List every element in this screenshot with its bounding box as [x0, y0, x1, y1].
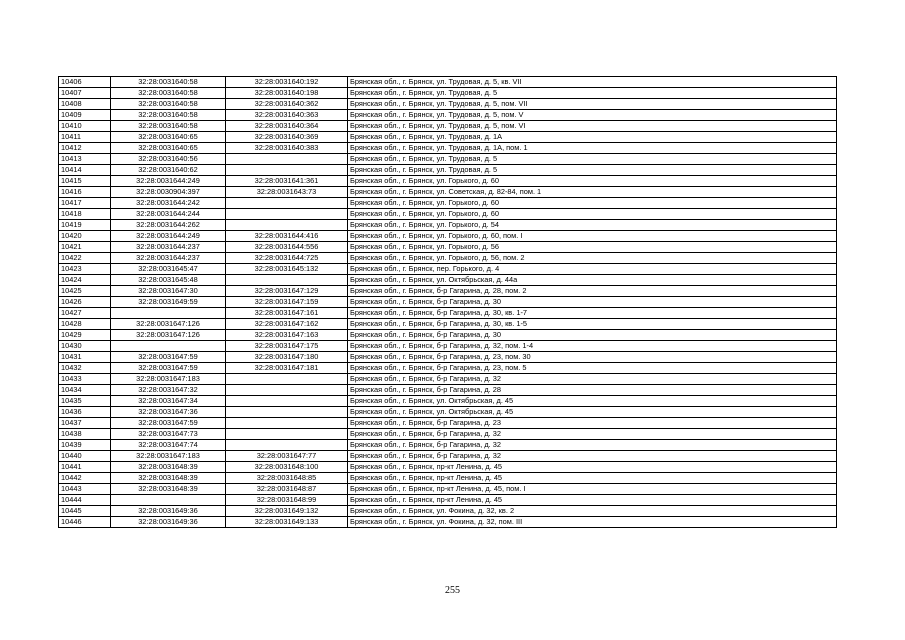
row-number-cell: 10440: [59, 451, 111, 462]
parcel-cadastral-number-cell: 32:28:0031644:262: [111, 220, 226, 231]
table-row: [59, 352, 837, 363]
row-number-cell: 10442: [59, 473, 111, 484]
address-cell: Брянская обл., г. Брянск, ул. Трудовая, д. 5: [348, 165, 837, 176]
table-row: [59, 440, 837, 451]
row-number-cell: 10413: [59, 154, 111, 165]
address-cell: Брянская обл., г. Брянск, ул. Октябрьская, д. 44а: [348, 275, 837, 286]
address-cell: Брянская обл., г. Брянск, б-р Гагарина, д. 23, пом. 30: [348, 352, 837, 363]
parcel-cadastral-number-cell: 32:28:0031640:58: [111, 121, 226, 132]
object-cadastral-number-cell: 32:28:0031644:416: [226, 231, 348, 242]
row-number-cell: 10439: [59, 440, 111, 451]
object-cadastral-number-cell: 32:28:0031649:132: [226, 506, 348, 517]
parcel-cadastral-number-cell: 32:28:0031647:32: [111, 385, 226, 396]
table-row: [59, 209, 837, 220]
table-row: [59, 88, 837, 99]
object-cadastral-number-cell: [226, 407, 348, 418]
object-cadastral-number-cell: 32:28:0031647:180: [226, 352, 348, 363]
address-cell: Брянская обл., г. Брянск, б-р Гагарина, д. 32: [348, 451, 837, 462]
row-number-cell: 10408: [59, 99, 111, 110]
object-cadastral-number-cell: 32:28:0031645:132: [226, 264, 348, 275]
object-cadastral-number-cell: 32:28:0031648:99: [226, 495, 348, 506]
table-row: [59, 242, 837, 253]
address-cell: Брянская обл., г. Брянск, б-р Гагарина, д. 28, пом. 2: [348, 286, 837, 297]
table-row: [59, 187, 837, 198]
object-cadastral-number-cell: [226, 418, 348, 429]
address-cell: Брянская обл., г. Брянск, б-р Гагарина, д. 32: [348, 429, 837, 440]
address-cell: Брянская обл., г. Брянск, ул. Трудовая, д. 1А: [348, 132, 837, 143]
object-cadastral-number-cell: 32:28:0031640:364: [226, 121, 348, 132]
object-cadastral-number-cell: 32:28:0031643:73: [226, 187, 348, 198]
table-row: [59, 374, 837, 385]
table-row: [59, 462, 837, 473]
object-cadastral-number-cell: 32:28:0031647:175: [226, 341, 348, 352]
table-row: [59, 396, 837, 407]
parcel-cadastral-number-cell: 32:28:0031644:249: [111, 231, 226, 242]
row-number-cell: 10406: [59, 77, 111, 88]
table-row: [59, 77, 837, 88]
object-cadastral-number-cell: [226, 374, 348, 385]
address-cell: Брянская обл., г. Брянск, б-р Гагарина, д. 32: [348, 374, 837, 385]
address-cell: Брянская обл., г. Брянск, ул. Трудовая, д. 5: [348, 88, 837, 99]
table-row: [59, 264, 837, 275]
object-cadastral-number-cell: 32:28:0031641:361: [226, 176, 348, 187]
address-cell: Брянская обл., г. Брянск, ул. Трудовая, д. 5, пом. VII: [348, 99, 837, 110]
object-cadastral-number-cell: 32:28:0031647:163: [226, 330, 348, 341]
parcel-cadastral-number-cell: 32:28:0031644:249: [111, 176, 226, 187]
address-cell: Брянская обл., г. Брянск, ул. Горького, д. 60: [348, 176, 837, 187]
table-row: [59, 319, 837, 330]
row-number-cell: 10423: [59, 264, 111, 275]
parcel-cadastral-number-cell: 32:28:0031640:62: [111, 165, 226, 176]
address-cell: Брянская обл., г. Брянск, б-р Гагарина, д. 30: [348, 297, 837, 308]
address-cell: Брянская обл., г. Брянск, ул. Трудовая, д. 5, кв. VII: [348, 77, 837, 88]
parcel-cadastral-number-cell: 32:28:0031647:34: [111, 396, 226, 407]
row-number-cell: 10420: [59, 231, 111, 242]
row-number-cell: 10415: [59, 176, 111, 187]
parcel-cadastral-number-cell: 32:28:0031645:48: [111, 275, 226, 286]
row-number-cell: 10411: [59, 132, 111, 143]
parcel-cadastral-number-cell: 32:28:0031649:36: [111, 517, 226, 528]
object-cadastral-number-cell: 32:28:0031640:362: [226, 99, 348, 110]
parcel-cadastral-number-cell: 32:28:0031640:58: [111, 88, 226, 99]
row-number-cell: 10433: [59, 374, 111, 385]
address-cell: Брянская обл., г. Брянск, ул. Трудовая, д. 5: [348, 154, 837, 165]
parcel-cadastral-number-cell: 32:28:0031647:59: [111, 352, 226, 363]
address-cell: Брянская обл., г. Брянск, б-р Гагарина, д. 23: [348, 418, 837, 429]
address-cell: Брянская обл., г. Брянск, б-р Гагарина, д. 32: [348, 440, 837, 451]
table-row: [59, 198, 837, 209]
object-cadastral-number-cell: 32:28:0031640:363: [226, 110, 348, 121]
row-number-cell: 10407: [59, 88, 111, 99]
table-row: [59, 121, 837, 132]
object-cadastral-number-cell: 32:28:0031648:100: [226, 462, 348, 473]
parcel-cadastral-number-cell: 32:28:0030904:397: [111, 187, 226, 198]
row-number-cell: 10424: [59, 275, 111, 286]
table-row: [59, 418, 837, 429]
parcel-cadastral-number-cell: 32:28:0031648:39: [111, 473, 226, 484]
address-cell: Брянская обл., г. Брянск, ул. Горького, д. 60: [348, 209, 837, 220]
object-cadastral-number-cell: 32:28:0031640:369: [226, 132, 348, 143]
address-cell: Брянская обл., г. Брянск, ул. Фокина, д. 32, пом. III: [348, 517, 837, 528]
object-cadastral-number-cell: 32:28:0031648:85: [226, 473, 348, 484]
address-cell: Брянская обл., г. Брянск, пер. Горького, д. 4: [348, 264, 837, 275]
registry-table: [58, 76, 837, 528]
address-cell: Брянская обл., г. Брянск, б-р Гагарина, д. 28: [348, 385, 837, 396]
parcel-cadastral-number-cell: 32:28:0031640:58: [111, 77, 226, 88]
table-row: [59, 407, 837, 418]
parcel-cadastral-number-cell: 32:28:0031640:58: [111, 110, 226, 121]
row-number-cell: 10421: [59, 242, 111, 253]
object-cadastral-number-cell: 32:28:0031648:87: [226, 484, 348, 495]
parcel-cadastral-number-cell: 32:28:0031648:39: [111, 484, 226, 495]
parcel-cadastral-number-cell: [111, 308, 226, 319]
address-cell: Брянская обл., г. Брянск, ул. Горького, д. 56: [348, 242, 837, 253]
row-number-cell: 10446: [59, 517, 111, 528]
parcel-cadastral-number-cell: 32:28:0031647:30: [111, 286, 226, 297]
table-row: [59, 517, 837, 528]
row-number-cell: 10416: [59, 187, 111, 198]
object-cadastral-number-cell: [226, 220, 348, 231]
table-row: [59, 297, 837, 308]
row-number-cell: 10414: [59, 165, 111, 176]
address-cell: Брянская обл., г. Брянск, б-р Гагарина, д. 23, пом. 5: [348, 363, 837, 374]
object-cadastral-number-cell: [226, 209, 348, 220]
object-cadastral-number-cell: 32:28:0031647:162: [226, 319, 348, 330]
table-row: [59, 308, 837, 319]
row-number-cell: 10436: [59, 407, 111, 418]
parcel-cadastral-number-cell: 32:28:0031640:56: [111, 154, 226, 165]
table-row: [59, 341, 837, 352]
object-cadastral-number-cell: [226, 396, 348, 407]
parcel-cadastral-number-cell: 32:28:0031647:59: [111, 418, 226, 429]
table-row: [59, 99, 837, 110]
row-number-cell: 10409: [59, 110, 111, 121]
parcel-cadastral-number-cell: 32:28:0031647:36: [111, 407, 226, 418]
object-cadastral-number-cell: 32:28:0031644:556: [226, 242, 348, 253]
object-cadastral-number-cell: [226, 429, 348, 440]
table-row: [59, 363, 837, 374]
object-cadastral-number-cell: [226, 165, 348, 176]
parcel-cadastral-number-cell: 32:28:0031644:237: [111, 242, 226, 253]
object-cadastral-number-cell: [226, 385, 348, 396]
object-cadastral-number-cell: 32:28:0031649:133: [226, 517, 348, 528]
object-cadastral-number-cell: [226, 154, 348, 165]
row-number-cell: 10418: [59, 209, 111, 220]
row-number-cell: 10434: [59, 385, 111, 396]
parcel-cadastral-number-cell: [111, 495, 226, 506]
object-cadastral-number-cell: 32:28:0031640:383: [226, 143, 348, 154]
address-cell: Брянская обл., г. Брянск, пр-кт Ленина, д. 45: [348, 495, 837, 506]
row-number-cell: 10429: [59, 330, 111, 341]
address-cell: Брянская обл., г. Брянск, ул. Горького, д. 60, пом. I: [348, 231, 837, 242]
row-number-cell: 10437: [59, 418, 111, 429]
address-cell: Брянская обл., г. Брянск, ул. Горького, д. 56, пом. 2: [348, 253, 837, 264]
row-number-cell: 10441: [59, 462, 111, 473]
row-number-cell: 10428: [59, 319, 111, 330]
parcel-cadastral-number-cell: 32:28:0031647:183: [111, 451, 226, 462]
address-cell: Брянская обл., г. Брянск, ул. Фокина, д. 32, кв. 2: [348, 506, 837, 517]
table-row: [59, 429, 837, 440]
parcel-cadastral-number-cell: 32:28:0031640:58: [111, 99, 226, 110]
object-cadastral-number-cell: [226, 198, 348, 209]
address-cell: Брянская обл., г. Брянск, пр-кт Ленина, д. 45, пом. I: [348, 484, 837, 495]
address-cell: Брянская обл., г. Брянск, б-р Гагарина, д. 30, кв. 1-5: [348, 319, 837, 330]
parcel-cadastral-number-cell: 32:28:0031647:183: [111, 374, 226, 385]
address-cell: Брянская обл., г. Брянск, ул. Трудовая, д. 5, пом. V: [348, 110, 837, 121]
table-row: [59, 275, 837, 286]
table-row: [59, 154, 837, 165]
address-cell: Брянская обл., г. Брянск, ул. Трудовая, д. 5, пом. VI: [348, 121, 837, 132]
parcel-cadastral-number-cell: 32:28:0031648:39: [111, 462, 226, 473]
address-cell: Брянская обл., г. Брянск, пр-кт Ленина, д. 45: [348, 462, 837, 473]
row-number-cell: 10419: [59, 220, 111, 231]
table-row: [59, 473, 837, 484]
table-row: [59, 286, 837, 297]
object-cadastral-number-cell: [226, 275, 348, 286]
row-number-cell: 10431: [59, 352, 111, 363]
object-cadastral-number-cell: 32:28:0031647:77: [226, 451, 348, 462]
table-row: [59, 110, 837, 121]
parcel-cadastral-number-cell: 32:28:0031647:73: [111, 429, 226, 440]
table-row: [59, 176, 837, 187]
parcel-cadastral-number-cell: 32:28:0031647:126: [111, 319, 226, 330]
parcel-cadastral-number-cell: 32:28:0031647:74: [111, 440, 226, 451]
address-cell: Брянская обл., г. Брянск, б-р Гагарина, д. 30, кв. 1-7: [348, 308, 837, 319]
object-cadastral-number-cell: [226, 440, 348, 451]
object-cadastral-number-cell: 32:28:0031647:159: [226, 297, 348, 308]
row-number-cell: 10444: [59, 495, 111, 506]
row-number-cell: 10432: [59, 363, 111, 374]
table-row: [59, 165, 837, 176]
address-cell: Брянская обл., г. Брянск, ул. Октябрьская, д. 45: [348, 407, 837, 418]
table-row: [59, 506, 837, 517]
address-cell: Брянская обл., г. Брянск, ул. Горького, д. 54: [348, 220, 837, 231]
page-number: 255: [445, 585, 460, 596]
address-cell: Брянская обл., г. Брянск, б-р Гагарина, д. 30: [348, 330, 837, 341]
parcel-cadastral-number-cell: 32:28:0031644:237: [111, 253, 226, 264]
registry-table-body: [59, 77, 837, 528]
parcel-cadastral-number-cell: 32:28:0031640:65: [111, 132, 226, 143]
table-row: [59, 132, 837, 143]
parcel-cadastral-number-cell: 32:28:0031647:126: [111, 330, 226, 341]
address-cell: Брянская обл., г. Брянск, ул. Трудовая, д. 1А, пом. 1: [348, 143, 837, 154]
table-row: [59, 484, 837, 495]
parcel-cadastral-number-cell: 32:28:0031647:59: [111, 363, 226, 374]
table-row: [59, 451, 837, 462]
row-number-cell: 10443: [59, 484, 111, 495]
row-number-cell: 10417: [59, 198, 111, 209]
address-cell: Брянская обл., г. Брянск, пр-кт Ленина, д. 45: [348, 473, 837, 484]
row-number-cell: 10412: [59, 143, 111, 154]
table-row: [59, 495, 837, 506]
table-row: [59, 143, 837, 154]
parcel-cadastral-number-cell: [111, 341, 226, 352]
table-row: [59, 220, 837, 231]
parcel-cadastral-number-cell: 32:28:0031644:244: [111, 209, 226, 220]
row-number-cell: 10438: [59, 429, 111, 440]
row-number-cell: 10425: [59, 286, 111, 297]
row-number-cell: 10427: [59, 308, 111, 319]
parcel-cadastral-number-cell: 32:28:0031640:65: [111, 143, 226, 154]
object-cadastral-number-cell: 32:28:0031640:198: [226, 88, 348, 99]
parcel-cadastral-number-cell: 32:28:0031649:36: [111, 506, 226, 517]
parcel-cadastral-number-cell: 32:28:0031644:242: [111, 198, 226, 209]
address-cell: Брянская обл., г. Брянск, б-р Гагарина, д. 32, пом. 1-4: [348, 341, 837, 352]
row-number-cell: 10422: [59, 253, 111, 264]
object-cadastral-number-cell: 32:28:0031647:161: [226, 308, 348, 319]
object-cadastral-number-cell: 32:28:0031644:725: [226, 253, 348, 264]
object-cadastral-number-cell: 32:28:0031647:181: [226, 363, 348, 374]
table-row: [59, 385, 837, 396]
table-row: [59, 231, 837, 242]
row-number-cell: 10435: [59, 396, 111, 407]
row-number-cell: 10445: [59, 506, 111, 517]
row-number-cell: 10430: [59, 341, 111, 352]
object-cadastral-number-cell: 32:28:0031640:192: [226, 77, 348, 88]
row-number-cell: 10410: [59, 121, 111, 132]
parcel-cadastral-number-cell: 32:28:0031645:47: [111, 264, 226, 275]
address-cell: Брянская обл., г. Брянск, ул. Советская, д. 82-84, пом. 1: [348, 187, 837, 198]
object-cadastral-number-cell: 32:28:0031647:129: [226, 286, 348, 297]
parcel-cadastral-number-cell: 32:28:0031649:59: [111, 297, 226, 308]
table-row: [59, 330, 837, 341]
address-cell: Брянская обл., г. Брянск, ул. Октябрьская, д. 45: [348, 396, 837, 407]
row-number-cell: 10426: [59, 297, 111, 308]
address-cell: Брянская обл., г. Брянск, ул. Горького, д. 60: [348, 198, 837, 209]
table-row: [59, 253, 837, 264]
